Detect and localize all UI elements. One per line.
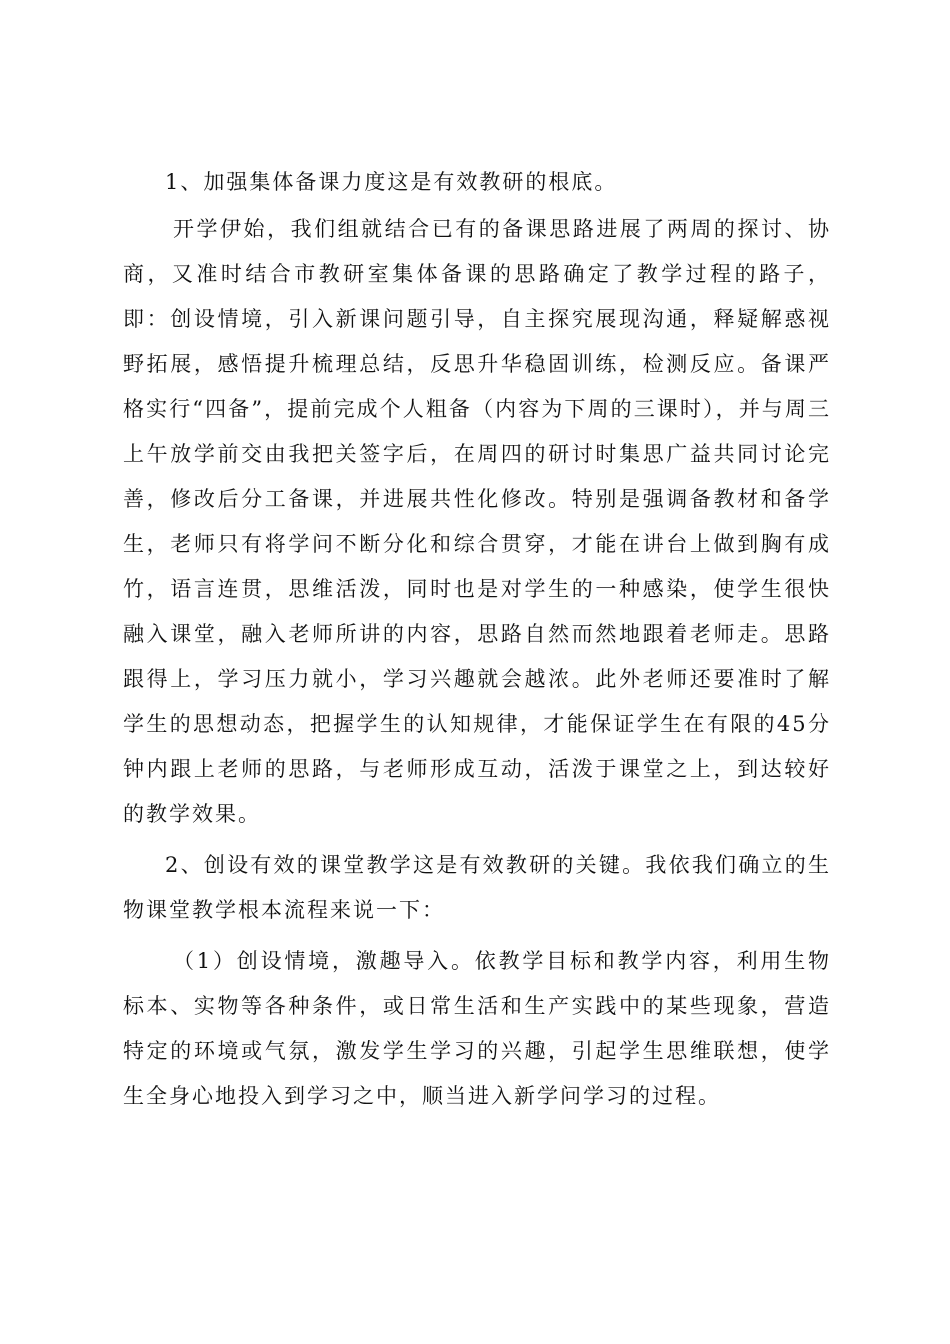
paragraph-collective-lesson-prep-heading: 1、加强集体备课力度这是有效教研的根底。 <box>165 170 618 194</box>
paragraph-effective-classroom: 2、创设有效的课堂教学这是有效教研的关键。我依我们确立的生物课堂教学根本流程来说一下： <box>123 853 831 922</box>
paragraph-situation-introduction: （1）创设情境，激趣导入。依教学目标和教学内容，利用生物标本、实物等各种条件，或日常生活和生产实践中的某些现象，营造特定的环境或气氛，激发学生学习的兴趣，引起学生思维联想，使学生全身心地投入到学习之中，顺当进入新学问学习的过程。 <box>123 949 831 1108</box>
paragraph-collective-lesson-prep-body: 开学伊始，我们组就结合已有的备课思路进展了两周的探讨、协商，又准时结合市教研室集体备课的思路确定了教学过程的路子，即：创设情境，引入新课问题引导，自主探究展现沟通，释疑解惑视野拓展，感悟提升梳理总结，反思升华稳固训练，检测反应。备课严格实行“四备”，提前完成个人粗备（内容为下周的三课时），并与周三上午放学前交由我把关签字后，在周四的研讨时集思广益共同讨论完善，修改后分工备课，并进展共性化修改。特别是强调备教材和备学生，老师只有将学问不断分化和综合贯穿，才能在讲台上做到胸有成竹，语言连贯，思维活泼，同时也是对学生的一种感染，使学生很快融入课堂，融入老师所讲的内容，思路自然而然地跟着老师走。思路跟得上，学习压力就小，学习兴趣就会越浓。此外老师还要准时了解学生的思想动态，把握学生的认知规律，才能保证学生在有限的45分钟内跟上老师的思路，与老师形成互动，活泼于课堂之上，到达较好的教学效果。 <box>123 217 831 826</box>
document-body <box>123 160 831 1119</box>
